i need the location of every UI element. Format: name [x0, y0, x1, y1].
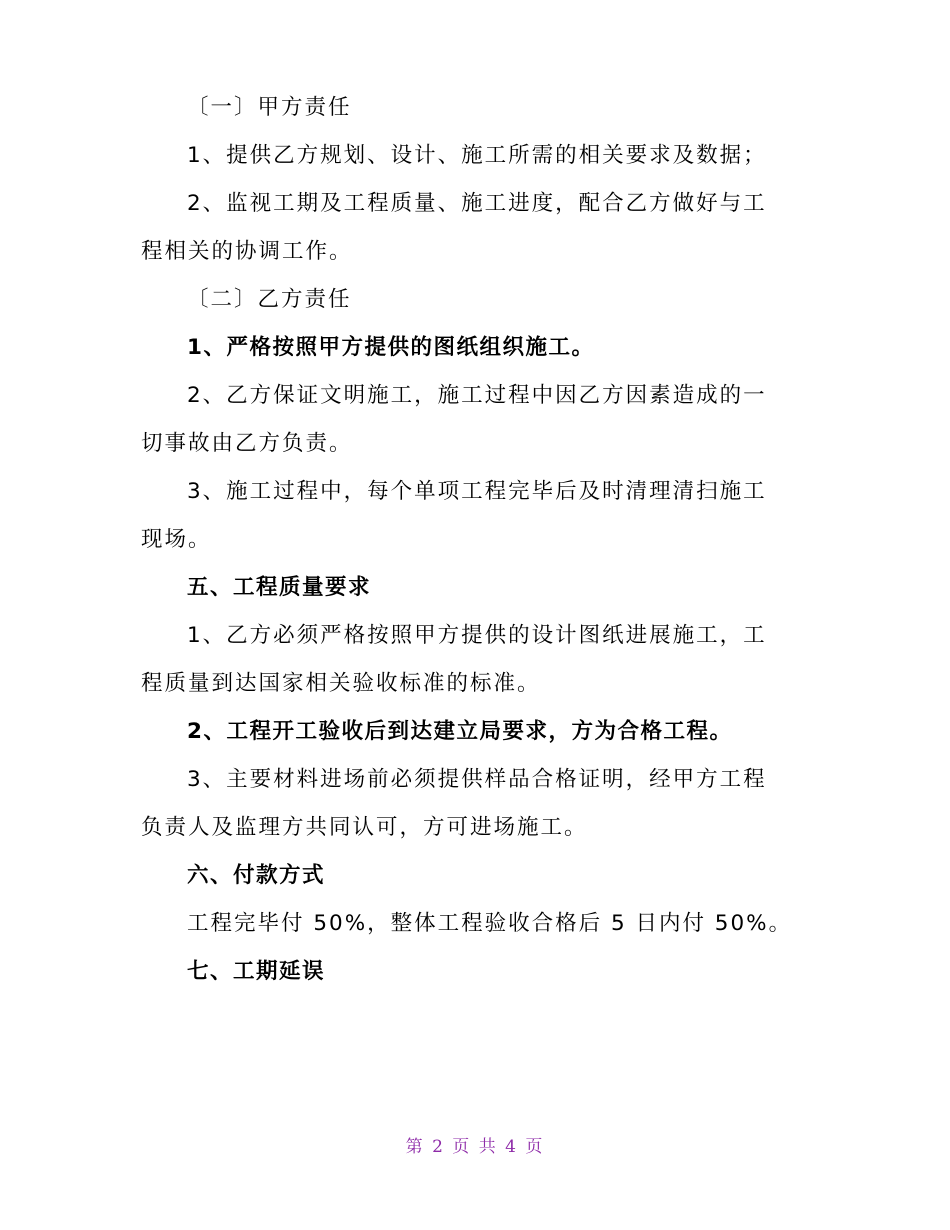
section-heading-party-b: 〔二〕乙方责任 [187, 287, 352, 312]
clause-party-b-1: 1、严格按照甲方提供的图纸组织施工。 [187, 335, 595, 360]
clause-party-b-2-line-2: 切事故由乙方负责。 [141, 431, 353, 456]
section-heading-party-a: 〔一〕甲方责任 [187, 95, 352, 120]
clause-party-a-2-line-1: 2、监视工期及工程质量、施工进度，配合乙方做好与工 [187, 191, 767, 216]
clause-payment: 工程完毕付 50%，整体工程验收合格后 5 日内付 50%。 [187, 911, 793, 936]
section-heading-quality: 五、工程质量要求 [187, 575, 372, 600]
section-heading-payment: 六、付款方式 [187, 863, 326, 888]
page-number-footer: 第 2 页 共 4 页 [405, 1137, 545, 1157]
clause-party-b-3-line-1: 3、施工过程中，每个单项工程完毕后及时清理清扫施工 [187, 479, 767, 504]
clause-party-a-1: 1、提供乙方规划、设计、施工所需的相关要求及数据； [187, 143, 767, 168]
clause-party-a-2-line-2: 程相关的协调工作。 [141, 239, 353, 264]
section-heading-delay: 七、工期延误 [187, 959, 326, 984]
clause-quality-1-line-2: 程质量到达国家相关验收标准的标准。 [141, 671, 541, 696]
document-body [141, 84, 796, 996]
clause-quality-3-line-1: 3、主要材料进场前必须提供样品合格证明，经甲方工程 [187, 767, 767, 792]
clause-party-b-2-line-1: 2、乙方保证文明施工，施工过程中因乙方因素造成的一 [187, 383, 767, 408]
clause-quality-1-line-1: 1、乙方必须严格按照甲方提供的设计图纸进展施工，工 [187, 623, 767, 648]
clause-quality-3-line-2: 负责人及监理方共同认可，方可进场施工。 [141, 815, 588, 840]
clause-quality-2: 2、工程开工验收后到达建立局要求，方为合格工程。 [187, 719, 733, 744]
clause-party-b-3-line-2: 现场。 [141, 527, 212, 552]
